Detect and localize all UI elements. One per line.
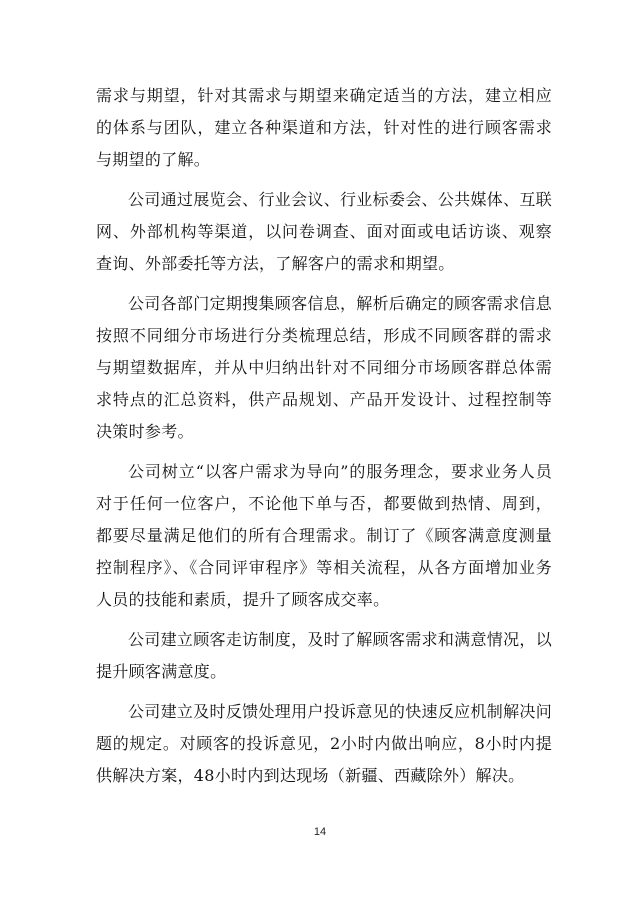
paragraph-continuation: 需求与期望，针对其需求与期望来确定适当的方法，建立相应的体系与团队，建立各种渠道和方法，针对性的进行顾客需求与期望的了解。: [96, 86, 552, 169]
paragraph-customer-information: 公司各部门定期搜集顾客信息，解析后确定的顾客需求信息按照不同细分市场进行分类梳理总结，形成不同顾客群的需求与期望数据库，并从中归纳出针对不同细分市场顾客群总体需求特点的汇总资料，供产品规划、产品开发设计、过程控制等决策时参考。: [96, 294, 552, 441]
paragraph-customer-channels: 公司通过展览会、行业会议、行业标委会、公共媒体、互联网、外部机构等渠道，以问卷调查、面对面或电话访谈、观察查询、外部委托等方法，了解客户的需求和期望。: [96, 190, 552, 273]
page-number: 14: [313, 826, 327, 838]
paragraph-complaint-handling: 公司建立及时反馈处理用户投诉意见的快速反应机制解决问题的规定。对顾客的投诉意见，2小时内做出响应，8小时内提供解决方案，48小时内到达现场（新疆、西藏除外）解决。: [96, 702, 552, 785]
paragraph-service-philosophy: 公司树立“以客户需求为导向”的服务理念，要求业务人员对于任何一位客户，不论他下单与否，都要做到热情、周到，都要尽量满足他们的所有合理需求。制订了《顾客满意度测量控制程序》、《合同评审程序》等相关流程，从各方面增加业务人员的技能和素质，提升了顾客成交率。: [96, 462, 552, 609]
document-body: [96, 80, 552, 800]
paragraph-visit-system: 公司建立顾客走访制度，及时了解顾客需求和满意情况，以提升顾客满意度。: [96, 630, 552, 681]
